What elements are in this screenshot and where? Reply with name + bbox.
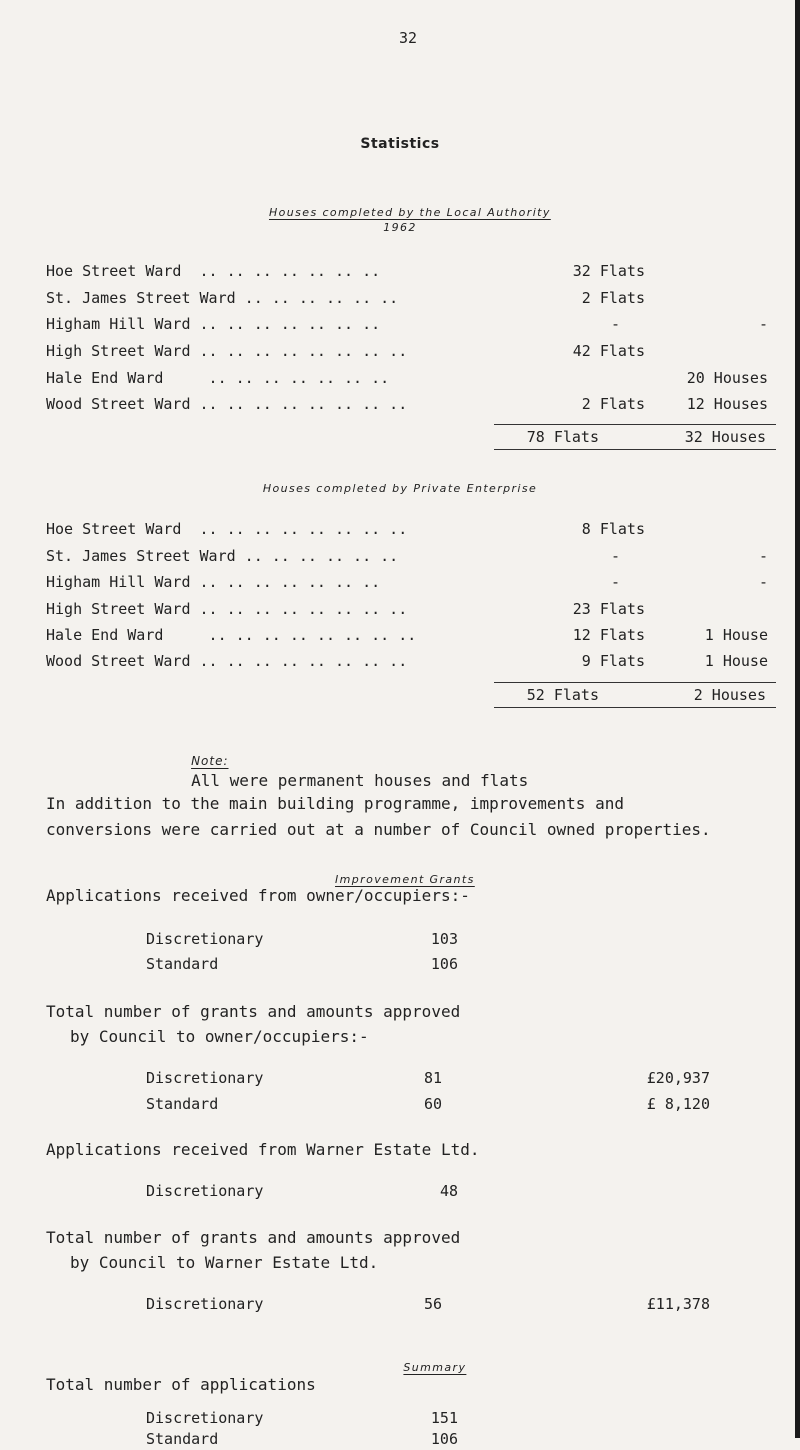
flats-value: - [610, 573, 620, 591]
ward-name: Higham Hill Ward .. .. .. .. .. .. .. [46, 315, 381, 333]
grant-count: 81 [423, 1069, 442, 1087]
flats-value: 8 Flats [581, 520, 645, 538]
owner-approved-label-1: Total number of grants and amounts approved [46, 1002, 461, 1021]
houses-value: 20 Houses [686, 369, 768, 387]
houses-value: - [758, 547, 768, 565]
grant-count: 56 [423, 1295, 442, 1313]
grant-type: Discretionary [146, 1295, 264, 1313]
summary-label: Total number of applications [46, 1375, 316, 1394]
grant-amount: £20,937 [646, 1069, 710, 1087]
total-row [494, 424, 776, 450]
houses-value: 1 House [704, 652, 768, 670]
grant-amount: £ 8,120 [646, 1095, 710, 1113]
warner-approved-label-1: Total number of grants and amounts approved [46, 1228, 461, 1247]
local-authority-heading-text: Houses completed by the Local Authority [268, 206, 551, 219]
table-row [46, 367, 776, 389]
local-authority-heading [0, 183, 800, 223]
houses-value: - [758, 573, 768, 591]
ward-name: High Street Ward .. .. .. .. .. .. .. .. [46, 342, 408, 360]
table-row [46, 340, 776, 362]
note [173, 730, 528, 791]
warner-approved-label-2: by Council to Warner Estate Ltd. [70, 1253, 379, 1272]
note-label: Note: [191, 754, 229, 768]
flats-value: 2 Flats [581, 289, 645, 307]
table-row [46, 518, 776, 540]
total-flats: 78 Flats [526, 428, 599, 446]
flats-value: 12 Flats [572, 626, 645, 644]
grant-count: 103 [430, 930, 458, 948]
grant-amount: £11,378 [646, 1295, 710, 1313]
ward-name: Higham Hill Ward .. .. .. .. .. .. .. [46, 573, 381, 591]
flats-value: 32 Flats [572, 262, 645, 280]
year-label: 1962 [383, 221, 417, 234]
flats-value: 2 Flats [581, 395, 645, 413]
ward-name: Wood Street Ward .. .. .. .. .. .. .. .. [46, 652, 408, 670]
ward-name: Hoe Street Ward .. .. .. .. .. .. .. [46, 262, 381, 280]
warner-applications-label: Applications received from Warner Estate Ltd. [46, 1140, 480, 1159]
ward-name: Hale End Ward .. .. .. .. .. .. .. [46, 369, 390, 387]
grant-type: Discretionary [146, 1182, 264, 1200]
note-text: All were permanent houses and flats [191, 771, 529, 790]
intro-paragraph-line-1: In addition to the main building programme, improvements and [46, 794, 624, 813]
summary-heading-text: Summary [403, 1361, 467, 1374]
grant-count: 106 [430, 955, 458, 973]
flats-value: 42 Flats [572, 342, 645, 360]
private-enterprise-heading: Houses completed by Private Enterprise [262, 482, 538, 495]
table-row [46, 287, 776, 309]
grant-count: 151 [430, 1409, 458, 1427]
total-houses: 2 Houses [693, 686, 766, 704]
improvement-grants-heading-text: Improvement Grants [335, 873, 475, 886]
grant-type: Discretionary [146, 1069, 264, 1087]
ward-name: Hoe Street Ward .. .. .. .. .. .. .. .. [46, 520, 408, 538]
total-row [494, 682, 776, 708]
ward-name: Hale End Ward .. .. .. .. .. .. .. .. [46, 626, 417, 644]
page-number: 32 [398, 29, 418, 47]
grant-type: Standard [146, 955, 219, 973]
table-row [46, 571, 776, 593]
grant-type: Standard [146, 1430, 219, 1448]
ward-name: High Street Ward .. .. .. .. .. .. .. .. [46, 600, 408, 618]
ward-name: St. James Street Ward .. .. .. .. .. .. [46, 289, 399, 307]
ward-name: St. James Street Ward .. .. .. .. .. .. [46, 547, 399, 565]
houses-value: - [758, 315, 768, 333]
flats-value: - [610, 315, 620, 333]
flats-value: 9 Flats [581, 652, 645, 670]
summary-heading [0, 1338, 800, 1378]
flats-value: - [610, 547, 620, 565]
table-row [46, 650, 776, 672]
page-title: Statistics [360, 136, 440, 152]
grant-count: 48 [439, 1182, 458, 1200]
table-row [46, 313, 776, 335]
flats-value: 23 Flats [572, 600, 645, 618]
ward-name: Wood Street Ward .. .. .. .. .. .. .. .. [46, 395, 408, 413]
houses-value: 12 Houses [686, 395, 768, 413]
grant-count: 106 [430, 1430, 458, 1448]
grant-type: Discretionary [146, 1409, 264, 1427]
grant-type: Standard [146, 1095, 219, 1113]
total-flats: 52 Flats [526, 686, 599, 704]
grant-count: 60 [423, 1095, 442, 1113]
table-row [46, 624, 776, 646]
table-row [46, 260, 776, 282]
total-houses: 32 Houses [684, 428, 766, 446]
table-row [46, 393, 776, 415]
owner-applications-label: Applications received from owner/occupiers:- [46, 886, 470, 905]
intro-paragraph-line-2: conversions were carried out at a number of Council owned properties. [46, 820, 711, 839]
owner-approved-label-2: by Council to owner/occupiers:- [70, 1027, 369, 1046]
grant-type: Discretionary [146, 930, 264, 948]
houses-value: 1 House [704, 626, 768, 644]
table-row [46, 545, 776, 567]
table-row [46, 598, 776, 620]
